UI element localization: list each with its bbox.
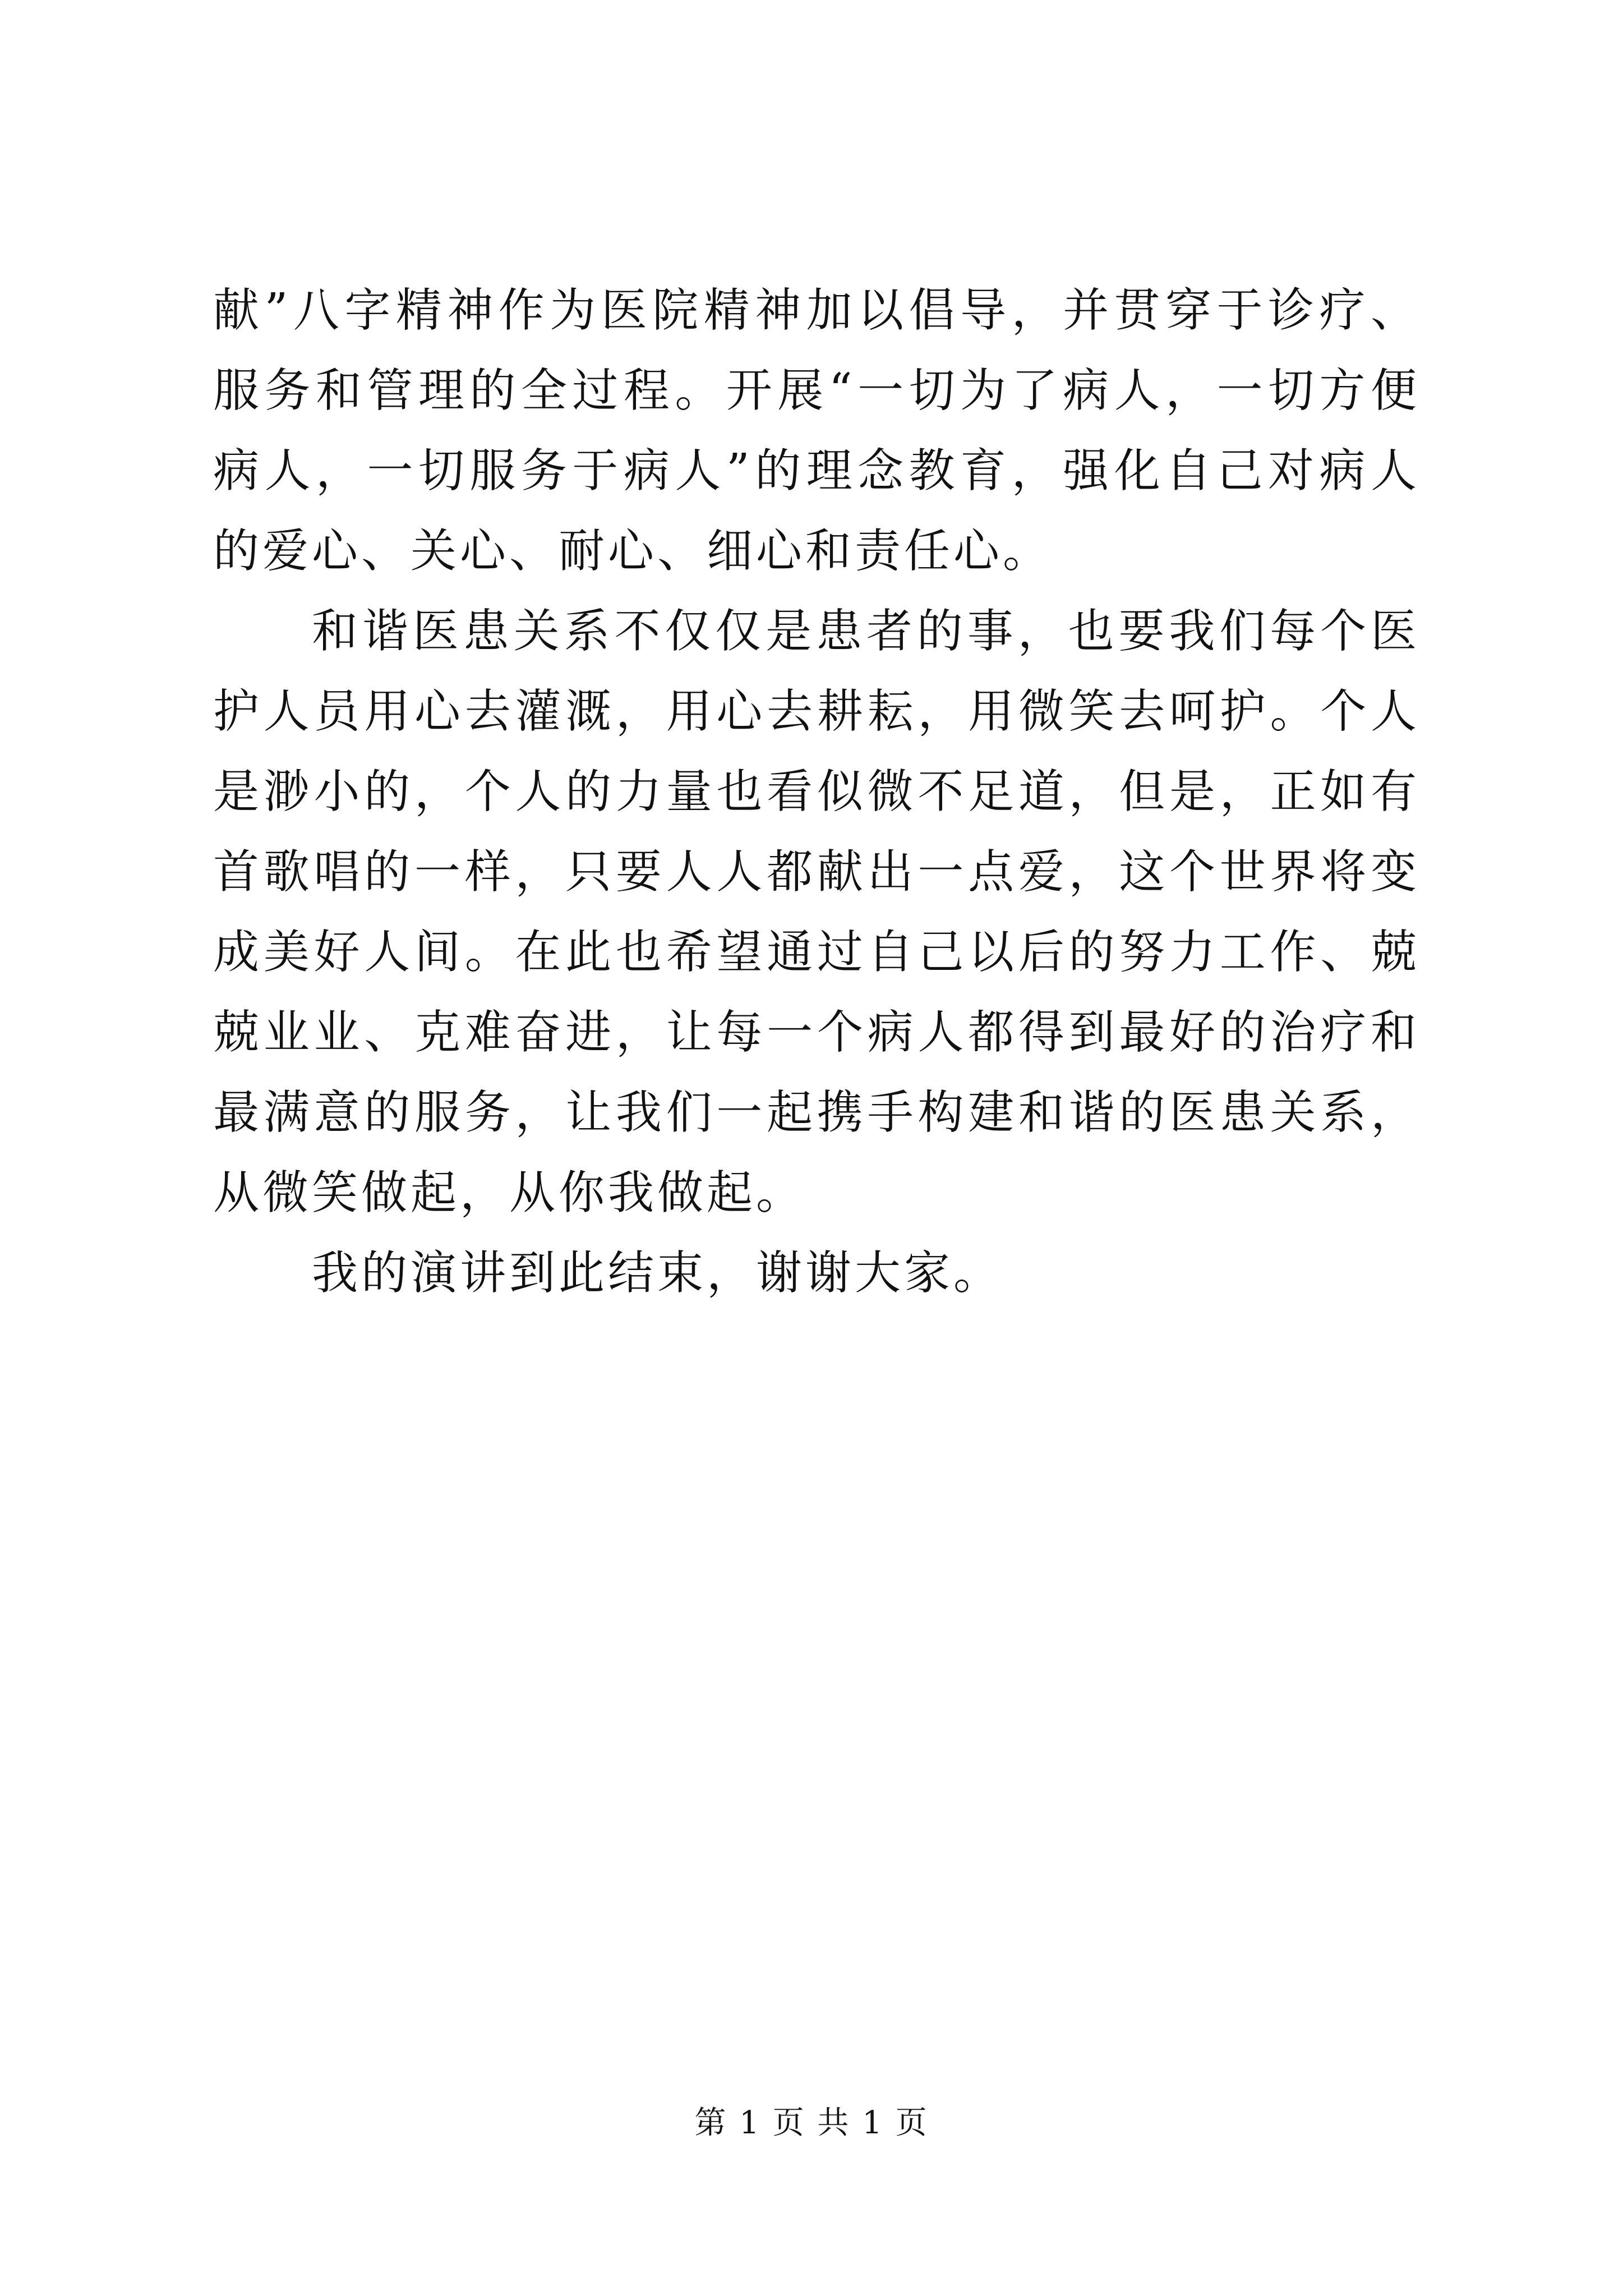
paragraph-3: 我的演讲到此结束，谢谢大家。	[312, 1246, 1003, 1300]
page-footer: 第 1 页 共 1 页	[694, 2105, 929, 2141]
paragraph-1: 献”八字精神作为医院精神加以倡导，并贯穿于诊疗、服务和管理的全过程。开展“一切为了病人，一切方便病人，一切服务于病人”的理念教育，强化自己对病人的爱心、关心、耐心、细心和责任心。	[213, 284, 1420, 578]
paragraph-2: 和谐医患关系不仅仅是患者的事，也要我们每个医护人员用心去灌溉，用心去耕耘，用微笑去呵护。个人是渺小的，个人的力量也看似微不足道，但是，正如有首歌唱的一样，只要人人都献出一点爱，这个世界将变成美好人间。在此也希望通过自己以后的努力工作、兢兢业业、克难奋进，让每一个病人都得到最好的治疗和最满意的服务，让我们一起携手构建和谐的医患关系，从微笑做起，从你我做起。	[213, 605, 1420, 1220]
document-body	[213, 270, 1420, 1313]
